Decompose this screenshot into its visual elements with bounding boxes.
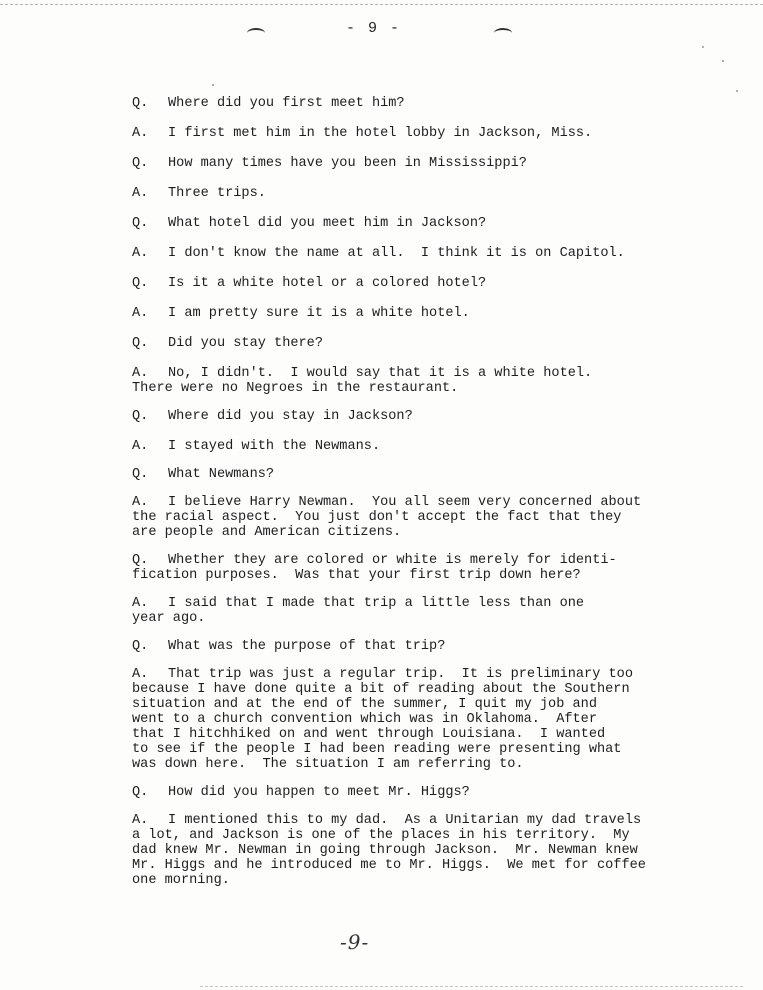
transcript-line (132, 96, 712, 111)
bottom-border-dashes (200, 986, 743, 987)
top-border-dashes (0, 4, 763, 5)
transcript-entry (132, 785, 712, 800)
question-label: Q. (132, 409, 149, 424)
question-text: Did you stay there? (168, 336, 323, 351)
question-text: What hotel did you meet him in Jackson? (168, 216, 487, 231)
transcript-entry (132, 639, 712, 654)
transcript-line (132, 306, 712, 321)
scan-speck (722, 60, 724, 62)
question-label: Q. (132, 216, 149, 231)
transcript-line (132, 813, 712, 828)
answer-label: A. (132, 366, 149, 381)
transcript-entry (132, 813, 712, 888)
transcript-entry (132, 216, 712, 231)
answer-text: I stayed with the Newmans. (168, 439, 381, 454)
transcript-line (132, 336, 712, 351)
transcript-line (132, 186, 712, 201)
question-label: Q. (132, 639, 149, 654)
question-text: How many times have you been in Mississippi? (168, 156, 527, 171)
transcript-continuation: There were no Negroes in the restaurant. (132, 381, 459, 396)
transcript-continuation: year ago. (132, 611, 206, 626)
transcript-line (132, 639, 712, 654)
answer-text: I don't know the name at all. I think it is on Capitol. (168, 246, 625, 261)
answer-label: A. (132, 667, 149, 682)
answer-label: A. (132, 126, 149, 141)
transcript-entry (132, 126, 712, 141)
transcript-entry (132, 596, 712, 626)
transcript-entry (132, 495, 712, 540)
question-label: Q. (132, 276, 149, 291)
transcript-line (132, 596, 712, 611)
transcript-line (132, 246, 712, 261)
transcript-entry (132, 306, 712, 321)
answer-text: Three trips. (168, 186, 266, 201)
transcript-entry (132, 409, 712, 424)
transcript-line (132, 439, 712, 454)
page-number-header: - 9 - (346, 20, 402, 37)
transcript-entry (132, 553, 712, 583)
transcript-line (132, 156, 712, 171)
question-label: Q. (132, 467, 149, 482)
answer-label: A. (132, 596, 149, 611)
question-label: Q. (132, 336, 149, 351)
transcript-line (132, 553, 712, 568)
question-text: Where did you stay in Jackson? (168, 409, 413, 424)
answer-text: No, I didn't. I would say that it is a white hotel. (168, 366, 593, 381)
transcript-line (132, 785, 712, 800)
transcript-continuation: because I have done quite a bit of reading about the Southern situation and at the end of the summer, I quit my job and went to a church convention which was in Oklahoma. After that I hitchhiked on and went through Louisiana. I wanted to see if the people I had been reading were presenting what was down here. The situation I am referring to. (132, 682, 630, 772)
question-text: How did you happen to meet Mr. Higgs? (168, 785, 470, 800)
answer-text: I mentioned this to my dad. As a Unitarian my dad travels (168, 813, 642, 828)
transcript-entry (132, 156, 712, 171)
transcript-line (132, 409, 712, 424)
deposition-transcript (132, 96, 712, 888)
answer-text: I said that I made that trip a little less than one (168, 596, 585, 611)
transcript-entry (132, 467, 712, 482)
question-label: Q. (132, 156, 149, 171)
transcript-line (132, 467, 712, 482)
question-text: Where did you first meet him? (168, 96, 405, 111)
transcript-entry (132, 667, 712, 772)
question-label: Q. (132, 96, 149, 111)
transcript-continuation: a lot, and Jackson is one of the places in his territory. My dad knew Mr. Newman in going through Jackson. Mr. Newman knew Mr. Higgs and he introduced me to Mr. Higgs. We met for coffee one morning. (132, 828, 646, 888)
transcript-entry (132, 96, 712, 111)
answer-text: I believe Harry Newman. You all seem very concerned about (168, 495, 642, 510)
scan-speck (702, 46, 704, 48)
question-label: Q. (132, 785, 149, 800)
transcript-line (132, 126, 712, 141)
transcript-line (132, 216, 712, 231)
transcript-line (132, 366, 712, 381)
question-text: Is it a white hotel or a colored hotel? (168, 276, 487, 291)
answer-label: A. (132, 306, 149, 321)
transcript-continuation: the racial aspect. You just don't accept the fact that they are people and American citizens. (132, 510, 622, 540)
transcript-entry (132, 246, 712, 261)
question-label: Q. (132, 553, 149, 568)
transcript-entry (132, 186, 712, 201)
transcript-line (132, 495, 712, 510)
transcript-entry (132, 276, 712, 291)
transcript-line (132, 667, 712, 682)
transcript-entry (132, 366, 712, 396)
question-text: What was the purpose of that trip? (168, 639, 446, 654)
corner-mark-right (494, 28, 512, 38)
answer-label: A. (132, 186, 149, 201)
scan-speck (212, 84, 214, 86)
page-number-handwritten: -9- (340, 930, 370, 954)
answer-label: A. (132, 439, 149, 454)
answer-label: A. (132, 246, 149, 261)
answer-text: I first met him in the hotel lobby in Jackson, Miss. (168, 126, 593, 141)
corner-mark-left (247, 28, 265, 38)
scan-speck (736, 90, 738, 92)
answer-label: A. (132, 495, 149, 510)
transcript-entry (132, 439, 712, 454)
answer-text: I am pretty sure it is a white hotel. (168, 306, 470, 321)
question-text: What Newmans? (168, 467, 275, 482)
question-text: Whether they are colored or white is merely for identi- (168, 553, 617, 568)
transcript-entry (132, 336, 712, 351)
answer-text: That trip was just a regular trip. It is preliminary too (168, 667, 633, 682)
answer-label: A. (132, 813, 149, 828)
transcript-line (132, 276, 712, 291)
transcript-continuation: fication purposes. Was that your first trip down here? (132, 568, 581, 583)
